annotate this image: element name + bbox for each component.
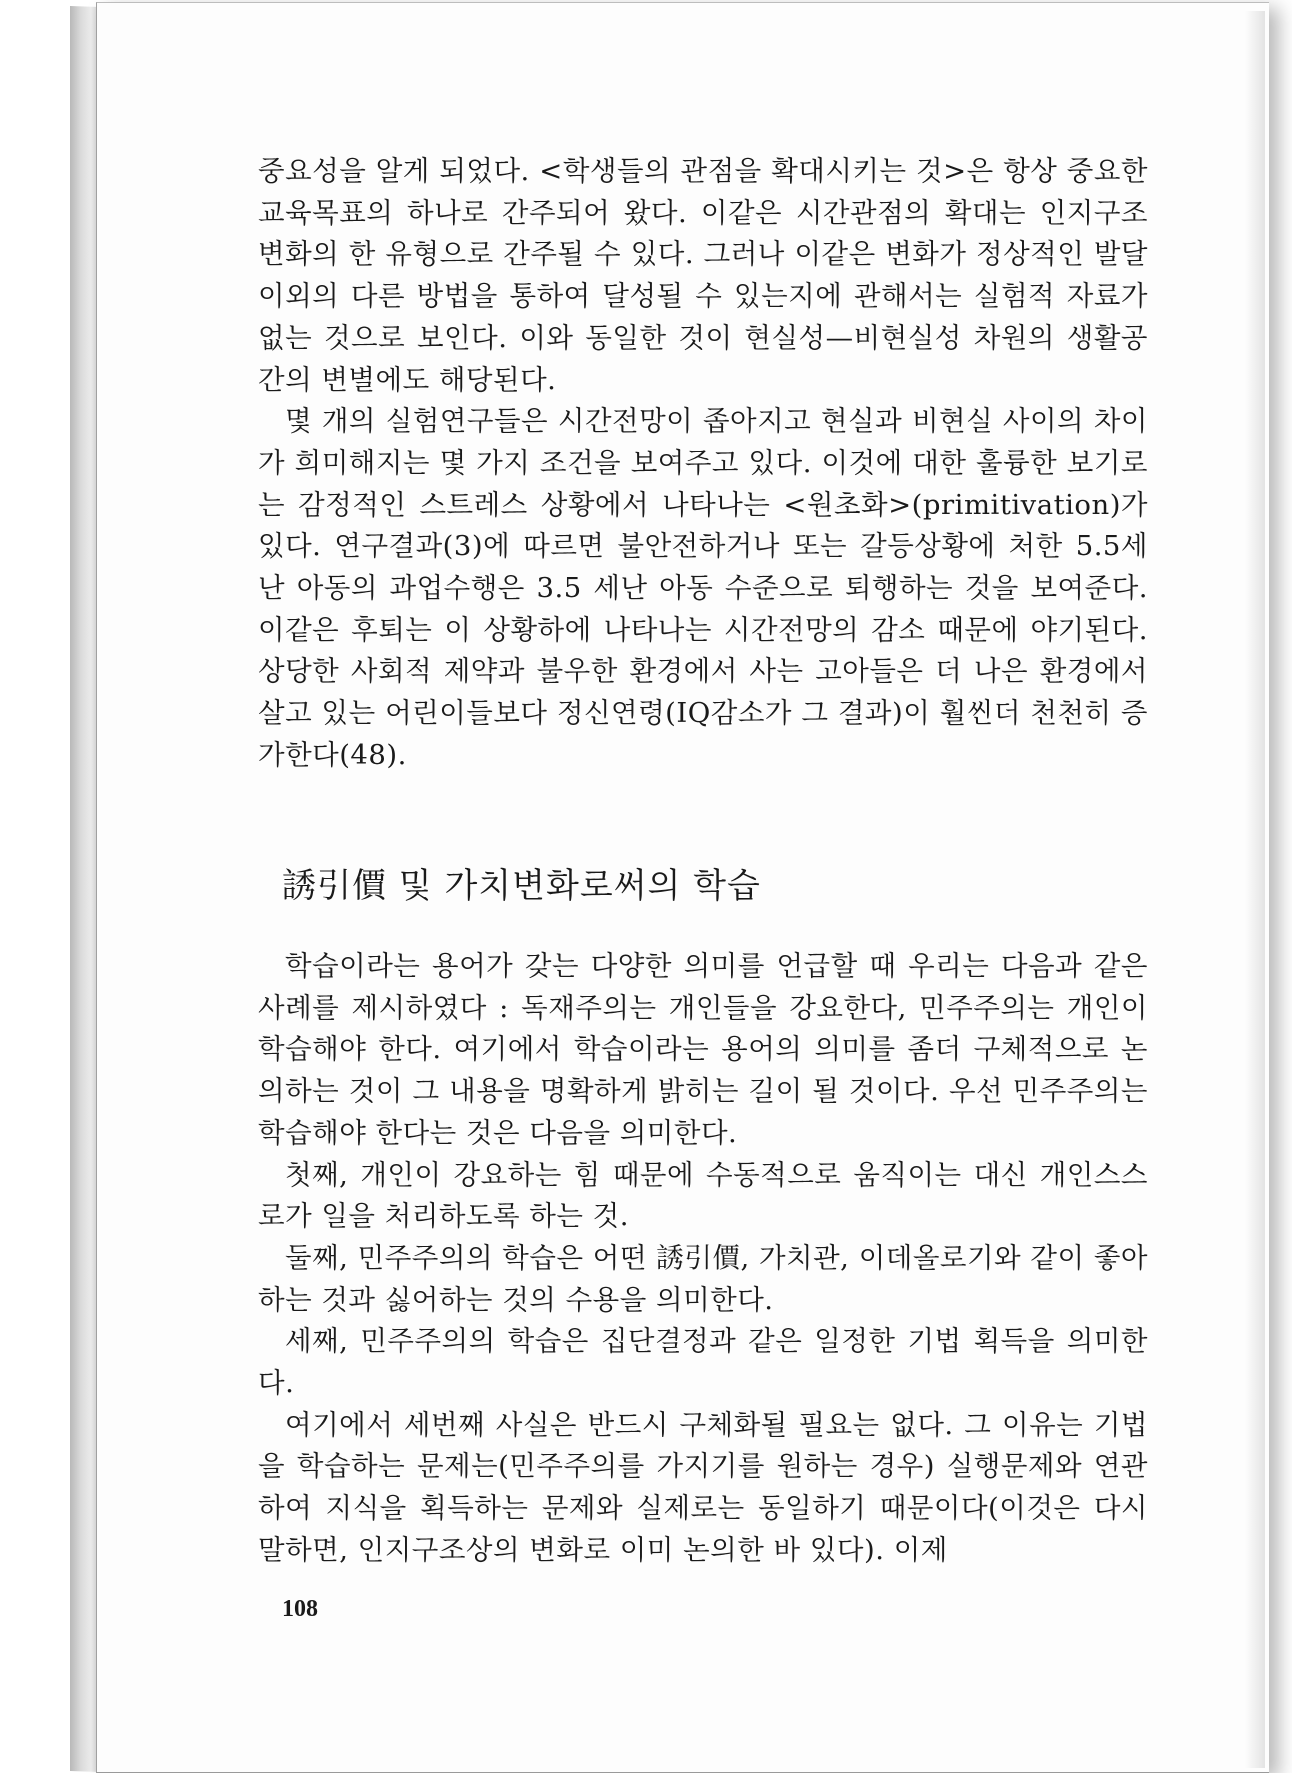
paragraph-1: 중요성을 알게 되었다. <학생들의 관점을 확대시키는 것>은 항상 중요한 교육목표의 하나로 간주되어 왔다. 이같은 시간관점의 확대는 인지구조 변화의 한 유형으로 간주될 수 있다. 그러나 이같은 변화가 정상적인 발달 이외의 다른 방법을 통하여 달성될 수 있는지에 관해서는 실험적 자료가 없는 것으로 보인다. 이와 동일한 것이 현실성—비현실성 차원의 생활공간의 변별에도 해당된다. bbox=[258, 155, 1148, 396]
page-number: 108 bbox=[282, 1596, 318, 1622]
section-heading: 誘引價 및 가치변화로써의 학습 bbox=[282, 866, 761, 906]
paragraph-4: 첫째, 개인이 강요하는 힘 때문에 수동적으로 움직이는 대신 개인스스로가 일을 처리하도록 하는 것. bbox=[258, 1158, 1148, 1233]
body-text-top bbox=[258, 151, 1148, 777]
paragraph-7: 여기에서 세번째 사실은 반드시 구체화될 필요는 없다. 그 이유는 기법을 학습하는 문제는(민주주의를 가지기를 원하는 경우) 실행문제와 연관하여 지식을 획득하는 문제와 실제로는 동일하기 때문이다(이것은 다시 말하면, 인지구조상의 변화로 이미 논의한 바 있다). 이제 bbox=[258, 1408, 1148, 1566]
paragraph-3: 학습이라는 용어가 갖는 다양한 의미를 언급할 때 우리는 다음과 같은 사례를 제시하였다 : 독재주의는 개인들을 강요한다, 민주주의는 개인이 학습해야 한다. 여기에서 학습이라는 용어의 의미를 좀더 구체적으로 논의하는 것이 그 내용을 명확하게 밝히는 길이 될 것이다. 우선 민주주의는 학습해야 한다는 것은 다음을 의미한다. bbox=[258, 950, 1148, 1149]
paragraph-5: 둘째, 민주주의의 학습은 어떤 誘引價, 가치관, 이데올로기와 같이 좋아하는 것과 싫어하는 것의 수용을 의미한다. bbox=[258, 1241, 1148, 1316]
page-edge-shadow bbox=[1245, 11, 1265, 1768]
body-text-bottom bbox=[258, 946, 1148, 1572]
paragraph-6: 세째, 민주주의의 학습은 집단결정과 같은 일정한 기법 획득을 의미한다. bbox=[258, 1325, 1148, 1400]
paragraph-2: 몇 개의 실험연구들은 시간전망이 좁아지고 현실과 비현실 사이의 차이가 희미해지는 몇 가지 조건을 보여주고 있다. 이것에 대한 훌륭한 보기로는 감정적인 스트레스 상황에서 나타나는 <원초화>(primitivation)가 있다. 연구결과(3)에 따르면 불안전하거나 또는 갈등상황에 처한 5.5세 난 아동의 과업수행은 3.5 세난 아동 수준으로 퇴행하는 것을 보여준다. 이같은 후퇴는 이 상황하에 나타나는 시간전망의 감소 때문에 야기된다. 상당한 사회적 제약과 불우한 환경에서 사는 고아들은 더 나은 환경에서 살고 있는 어린이들보다 정신연령(IQ감소가 그 결과)이 훨씬더 천천히 증가한다(48). bbox=[258, 405, 1148, 771]
